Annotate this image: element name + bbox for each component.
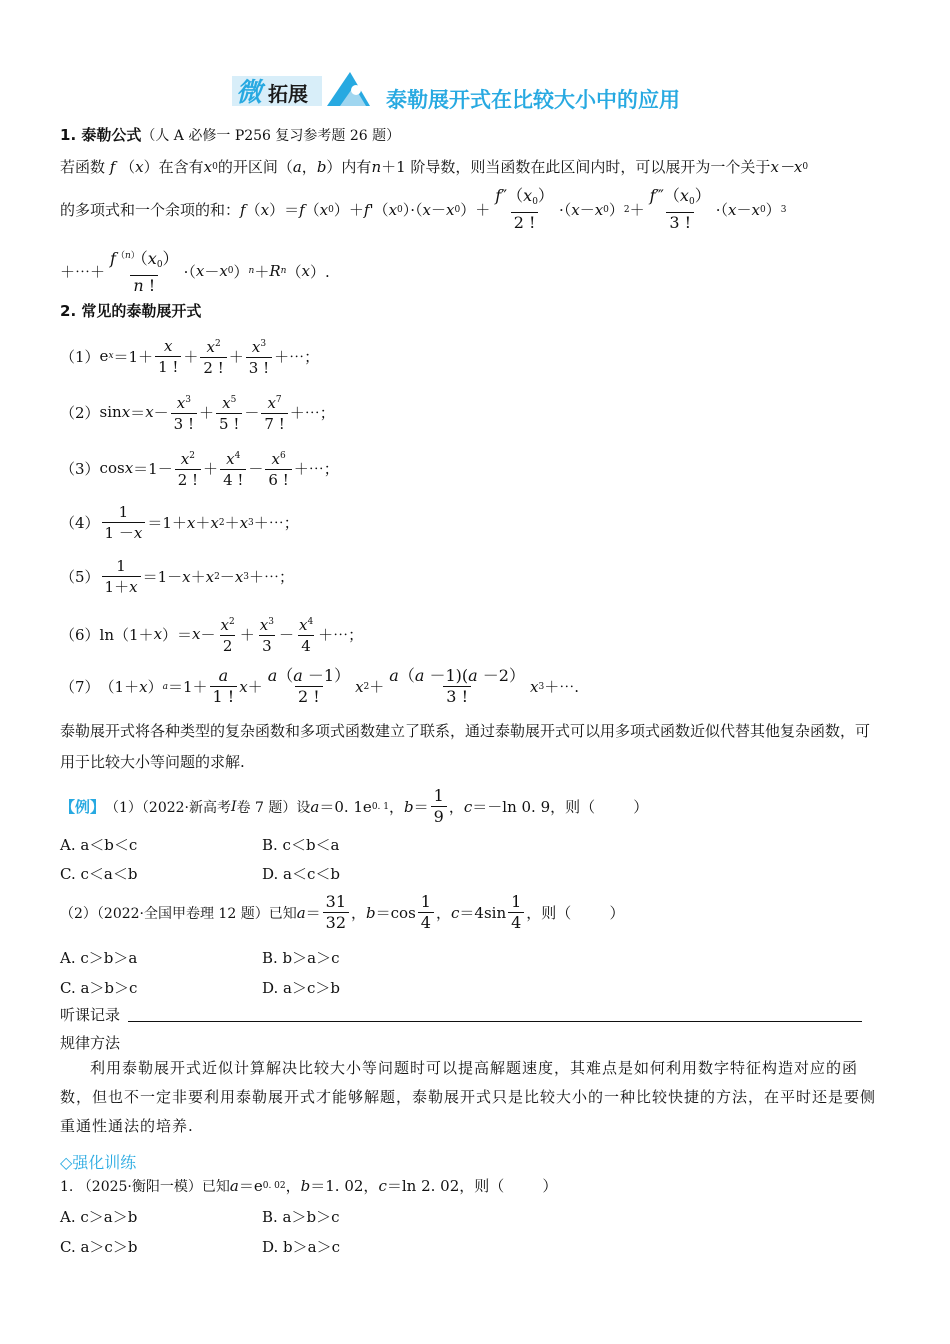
example-tag: 【例】 [60,798,106,816]
example-q1: 【例】 （1）（2022·新高考 Ⅰ 卷 7 题）设 a ＝0. 1e 0. 1 ， b ＝ $\frac{1}{9}$ ， c ＝－ln 0. 9，则（ ） [60,786,649,826]
sec1-line2a: 的多项式和一个余项的和： [60,201,241,219]
weituozhan-badge [232,70,372,110]
summary-paragraph: 泰勒展开式将各种类型的复杂函数和多项式函数建立了联系，通过泰勒展开式可以用多项式函数近似代替其他复杂函数，可用于比较大小等问题的求解. [60,722,871,771]
tr1-option-d[interactable]: D. b＞a＞c [262,1238,340,1256]
notes-line[interactable] [128,1021,862,1022]
ex1-option-b[interactable]: B. c＜b＜a [262,836,340,854]
example-q2-prefix: （2）（2022·全国甲卷理 12 题）已知 [60,905,297,922]
sec1-heading [60,124,400,145]
sec1-line1f: ＋1 阶导数，则当函数在此区间内时，可以展开为一个关于 [381,158,771,176]
method-text: 利用泰勒展开式近似计算解决比较大小等问题时可以提高解题速度，其难点是如何利用数字特征构造对应的函数，但也不一定非要利用泰勒展开式才能够解题，泰勒展开式只是比较大小的一种比较快捷的方法，在平时还是要侧重通性通法的培养. [60,1059,877,1135]
sec1-line2: 的多项式和一个余项的和： f （ x ）＝ f （ x 0 ）＋ f '（ x 0 ）·（ x － x 0 ）＋ $\frac{f''(x_0)}{2 !}$ ·（ x － x 0 ） 2 ＋ $\frac{f‴(x_0)}{3 !}$ ·（ x － x 0 ） 3 [60,186,787,232]
item-5-label: （5） [60,568,100,586]
taylor-cos: （3） cos x ＝1－ $\frac{x^2}{2 !}$ ＋ $\frac{x^4}{4 !}$ － $\frac{x^6}{6 !}$ ＋⋯； [60,450,339,489]
training-q1: 1. （2025·衡阳一模）已知 a ＝e 0. 02 ， b ＝1. 02， c ＝ln 2. 02，则（ ） [60,1176,558,1195]
sec1-line1e: ）内有 [326,158,372,176]
ex1-option-c[interactable]: C. c＜a＜b [60,865,138,883]
item-1-label: （1） [60,347,100,366]
ex2-option-c[interactable]: C. a＞b＞c [60,979,138,997]
tr1-option-a[interactable]: A. c＞a＞b [60,1208,138,1226]
taylor-ln: （6） ln（1＋ x ）＝ x － $\frac{x^2}{2}$ ＋ $\frac{x^3}{3}$ － $\frac{x^4}{4}$ ＋⋯； [60,616,364,655]
training-q1-prefix: 1. （2025·衡阳一模）已知 [60,1178,230,1195]
ex1-option-a[interactable]: A. a＜b＜c [60,836,138,854]
sec2-num: 2 [60,301,71,320]
badge-char: 微 [236,78,263,108]
item-2-label: （2） [60,403,100,422]
tr1-option-b[interactable]: B. a＞b＞c [262,1208,340,1226]
taylor-binomial: （7） （1＋ x ） a ＝1＋ $\frac{a}{1 !}$ x ＋ $\frac{a(a -1)}{2 !}$ x 2 ＋ $\frac{a(a -1)(a -2)}{3 !}$ x 3 ＋⋯. [60,666,579,706]
example-q2: （2）（2022·全国甲卷理 12 题）已知 a ＝ $\frac{31}{32}$ ， b ＝cos $\frac{1}{4}$ ， c ＝4sin $\frac{1}{4}$ ，则（ ） [60,892,625,932]
sec1-line1c: 的开区间（ [217,158,293,176]
sec1-line3: ＋⋯＋ $\frac{f^{(n)}(x_0)}{n !}$ ·（ x － x 0 ） n ＋ R n （ x ）. [60,249,330,295]
example-q1-prefix: （1）（2022·新高考 [105,799,232,816]
item-7-label: （7） [60,678,100,696]
ex1-option-d[interactable]: D. a＜c＜b [262,865,340,883]
taylor-geom: （4） $\frac{1}{1 -x}$ ＝1＋ x ＋ x 2 ＋ x 3 ＋⋯； [60,503,299,542]
taylor-exp: （1） e x ＝1＋ $\frac{x}{1 !}$ ＋ $\frac{x^2}{2 !}$ ＋ $\frac{x^3}{3 !}$ ＋⋯； [60,336,320,377]
sec1-line1a: 若函数 [60,158,106,176]
sec2-heading [60,300,201,321]
method-title: 规律方法 [60,1034,121,1052]
example-q1-suffix: 卷 7 题）设 [236,799,311,816]
sec1-line1b: 在含有 [158,158,204,176]
training-title: ◇强化训练 [60,1153,137,1172]
item-3-label: （3） [60,459,100,478]
sec1-line1g: x－x [770,158,803,176]
page-title: 泰勒展开式在比较大小中的应用 [386,88,680,112]
sec1-num: 1 [60,125,71,144]
taylor-geom-alt: （5） $\frac{1}{1+x}$ ＝1－ x ＋ x 2 － x 3 ＋⋯； [60,557,295,596]
sec1-line1: 若函数 f （ x ） 在含有 x 0 的开区间（ a ， b ）内有 n ＋1 阶导数，则当函数在此区间内时，可以展开为一个关于 x－x 0 [60,157,809,176]
sec2-title: . 常见的泰勒展开式 [70,302,202,320]
ex2-option-d[interactable]: D. a＞c＞b [262,979,340,997]
tr1-option-c[interactable]: C. a＞c＞b [60,1238,138,1256]
ex2-option-b[interactable]: B. b＞a＞c [262,949,340,967]
ex2-option-a[interactable]: A. c＞b＞a [60,949,138,967]
notes-label: 听课记录 [60,1006,121,1024]
sec1-line3: ＋⋯＋ [60,262,106,281]
sec1-line1d: ， [301,158,317,176]
sec1-title: . 泰勒公式 [70,126,142,144]
example-q1-roman: Ⅰ [231,798,237,815]
item-4-label: （4） [60,514,100,532]
badge-text: 拓展 [268,82,308,106]
sec1-ref: （人 A 必修一 P256 复习参考题 26 题） [141,127,401,144]
taylor-sin: （2） sin x ＝ x － $\frac{x^3}{3 !}$ ＋ $\frac{x^5}{5 !}$ － $\frac{x^7}{7 !}$ ＋⋯； [60,394,335,433]
item-6-label: （6） [60,625,100,644]
